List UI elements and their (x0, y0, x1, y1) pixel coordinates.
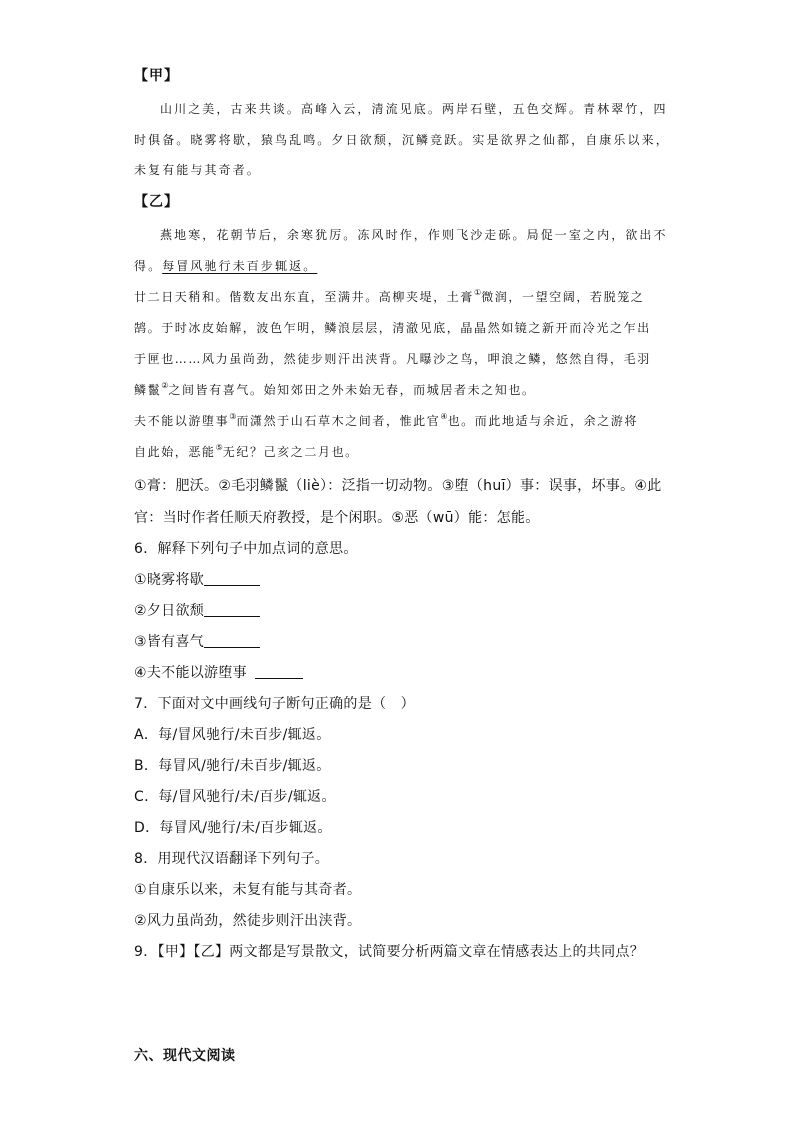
footnote-marker: ② (161, 381, 169, 390)
section-yi-heading: 【乙】 (134, 194, 179, 210)
yi-text: 夫不能以游堕事 (134, 414, 230, 428)
footnote-marker: ③ (229, 412, 237, 421)
yi-text-line (134, 381, 536, 398)
question-8-item: ②风力虽尚劲，然徒步则汗出浃背。 (134, 913, 362, 929)
yi-text: 自此始，恶能 (134, 445, 216, 459)
yi-text-line (134, 412, 638, 429)
answer-blank[interactable] (204, 571, 260, 586)
question-6-item (134, 631, 260, 651)
footnote-marker: ④ (440, 412, 448, 421)
item-text: ④夫不能以游堕事 (134, 665, 247, 681)
jia-text-line: 未复有能与其奇者。 (134, 163, 261, 177)
question-8-item: ①自康乐以来，未复有能与其奇者。 (134, 882, 362, 898)
jia-text-line: 山川之美，古来共谈。高峰入云，清流见底。两岸石壁，五色交辉。青林翠竹，四 (160, 102, 668, 116)
footnote-marker: ⑤ (215, 443, 223, 452)
yi-text: 之间皆有喜气。始知郊田之外未始无春，而城居者未之知也。 (168, 383, 536, 397)
yi-text: 微润，一望空阔，若脱笼之 (481, 290, 645, 304)
answer-blank[interactable] (204, 633, 260, 648)
section-6-heading: 六、现代文阅读 (134, 1048, 236, 1064)
question-7-stem: 7．下面对文中画线句子断句正确的是（ ） (134, 696, 415, 712)
question-8-stem: 8．用现代汉语翻译下列句子。 (134, 851, 330, 867)
yi-text-line (134, 443, 359, 460)
jia-text-line: 时俱备。晓雾将歇，猿鸟乱鸣。夕日欲颓，沉鳞竞跃。实是欲界之仙都，自康乐以来， (134, 133, 670, 147)
underlined-sentence: 每冒风驰行未百步辄返。 (162, 259, 318, 273)
section-jia-heading: 【甲】 (134, 68, 179, 84)
question-6-item (134, 662, 303, 682)
yi-text: 也。而此地适与余近，余之游将 (447, 414, 638, 428)
yi-text-line (134, 288, 644, 305)
option-d[interactable]: D．每冒风/驰行/未/百步辄返。 (134, 820, 332, 836)
answer-blank[interactable] (255, 664, 303, 679)
question-6-item (134, 600, 260, 620)
yi-text-line: 燕地寒，花朝节后，余寒犹厉。冻风时作，作则飞沙走砾。局促一室之内，欲出不 (160, 228, 668, 242)
option-b[interactable]: B．每冒风/驰行/未百步/辄返。 (134, 758, 331, 774)
item-text: ③皆有喜气 (134, 634, 205, 650)
item-text: ①晓雾将歇 (134, 572, 205, 588)
yi-text: 鳞鬣 (134, 383, 162, 397)
question-6-stem: 6．解释下列句子中加点词的意思。 (134, 541, 358, 557)
answer-blank[interactable] (204, 602, 260, 617)
yi-text: 而潇然于山石草木之间者，惟此官 (236, 414, 441, 428)
yi-text-line: 鹄。于时冰皮始解，波色乍明，鳞浪层层，清澈见底，晶晶然如镜之新开而冷光之乍出 (134, 321, 651, 335)
question-9-stem: 9．【甲】【乙】两文都是写景散文，试简要分析两篇文章在情感表达上的共同点？ (134, 944, 645, 960)
footnote-marker: ① (474, 288, 482, 297)
notes-line: 官：当时作者任顺天府教授，是个闲职。⑤恶（wū）能：怎能。 (134, 510, 540, 526)
yi-text-line (134, 257, 317, 274)
option-c[interactable]: C．每/冒风驰行/未/百步/辄返。 (134, 789, 336, 805)
item-text: ②夕日欲颓 (134, 603, 205, 619)
yi-text-plain: 得。 (134, 259, 163, 273)
notes-line: ①膏：肥沃。②毛羽鳞鬣（liè）：泛指一切动物。③堕（huī）事：误事，坏事。④此 (134, 478, 662, 494)
yi-text: 无纪？己亥之二月也。 (222, 445, 359, 459)
yi-text: 廿二日天稍和。偕数友出东直，至满井。高柳夹堤，土膏 (134, 290, 475, 304)
question-6-item (134, 569, 260, 589)
yi-text-line: 于匣也……风力虽尚劲，然徒步则汗出浃背。凡曝沙之鸟，呷浪之鳞，悠然自得，毛羽 (134, 352, 651, 366)
option-a[interactable]: A．每/冒风驰行/未百步/辄返。 (134, 727, 331, 743)
